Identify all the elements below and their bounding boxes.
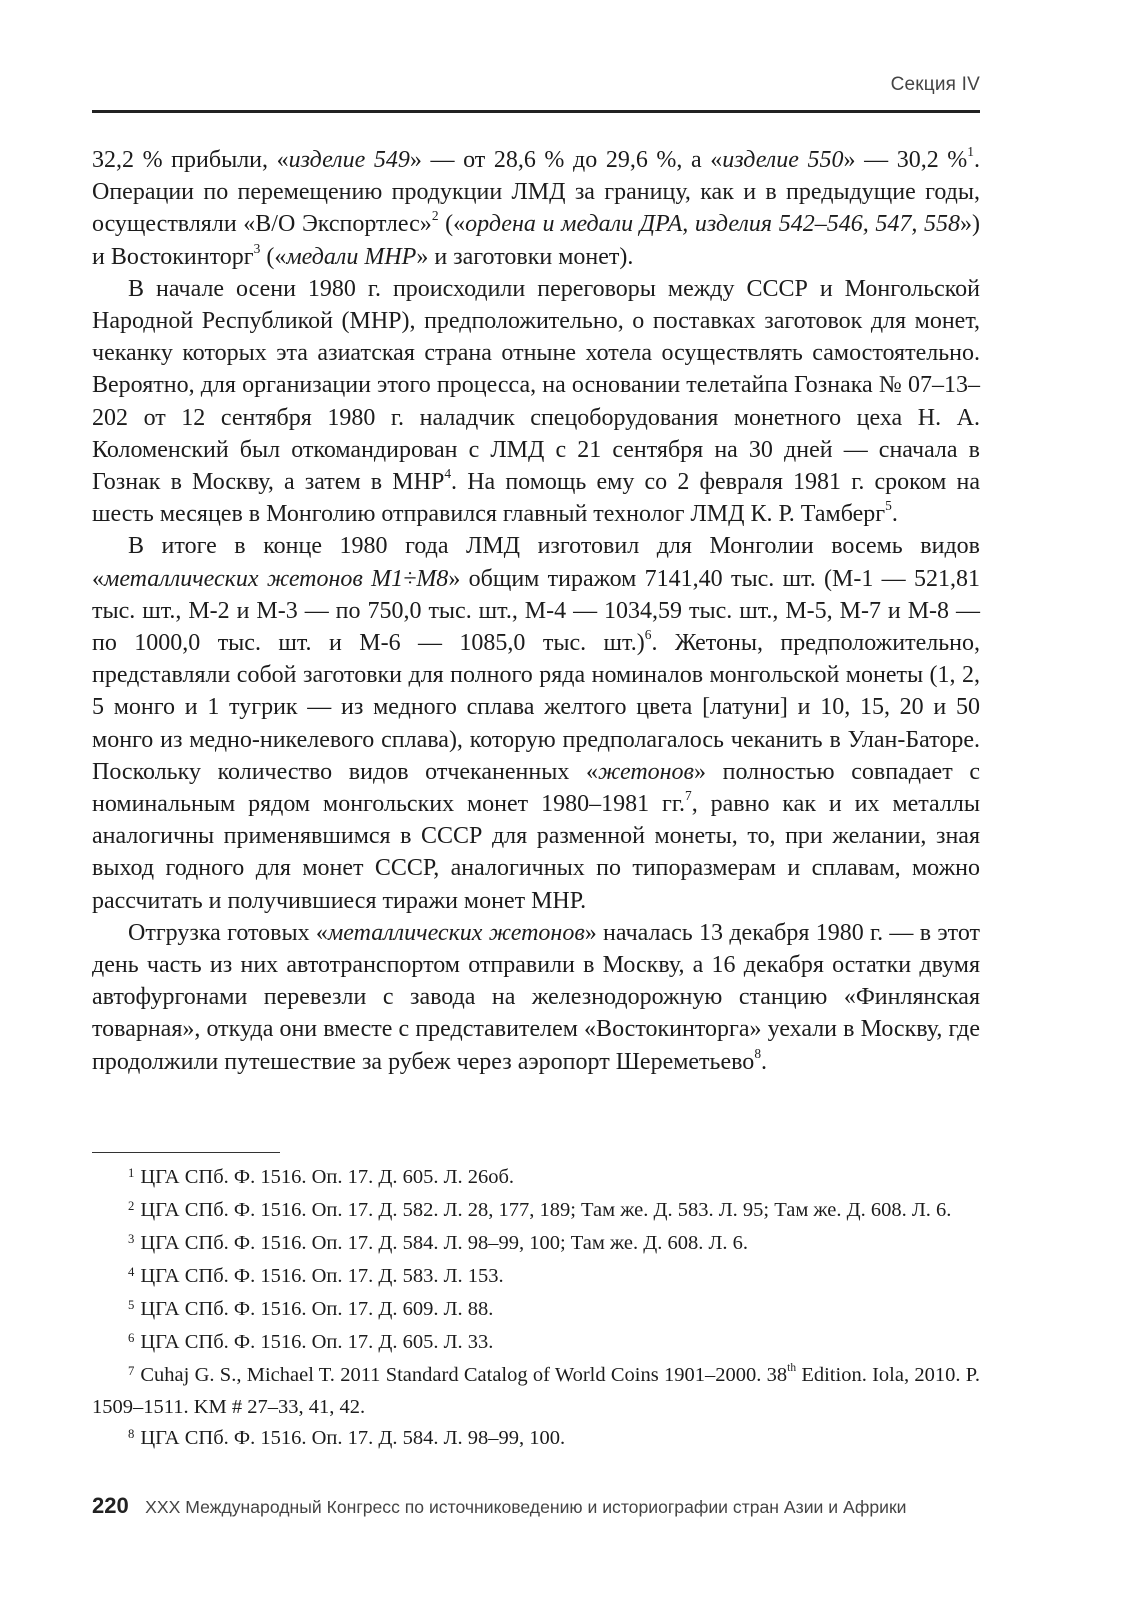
footnote-text: ЦГА СПб. Ф. 1516. Оп. 17. Д. 584. Л. 98–99, 100; Там же. Д. 608. Л. 6. bbox=[140, 1232, 749, 1254]
text-run: Отгрузка готовых « bbox=[128, 919, 328, 946]
footnote-ref: 3 bbox=[253, 240, 261, 256]
running-foot-title: XXX Международный Конгресс по источниковедению и историографии стран Азии и Африки bbox=[145, 1497, 907, 1517]
footnote-text: ЦГА СПб. Ф. 1516. Оп. 17. Д. 582. Л. 28, 177, 189; Там же. Д. 583. Л. 95; Там же. Д. 608. Л. 6. bbox=[140, 1199, 952, 1221]
italic-text: металлических жетонов bbox=[327, 919, 585, 946]
italic-text: изделие 550 bbox=[722, 147, 844, 173]
footnote bbox=[92, 1195, 980, 1227]
header-rule bbox=[92, 110, 980, 113]
italic-text: металлических жетонов М1÷М8 bbox=[104, 565, 449, 592]
footnote-separator bbox=[92, 1152, 280, 1153]
footnotes-list bbox=[92, 1162, 980, 1456]
footnote bbox=[92, 1261, 980, 1293]
footnote bbox=[92, 1360, 980, 1422]
footnote-number: 1 bbox=[128, 1166, 135, 1181]
text-run: » и заготовки монет). bbox=[416, 243, 634, 270]
text-run: . bbox=[891, 501, 898, 528]
footnote-text: ЦГА СПб. Ф. 1516. Оп. 17. Д. 605. Л. 26об. bbox=[140, 1166, 515, 1188]
body-paragraph bbox=[92, 144, 980, 273]
footnote-text: Edition. Iola, 2010. P. 1509–1511. KM # 27–33, 41, 42. bbox=[92, 1364, 981, 1418]
footnote-number: 3 bbox=[128, 1232, 135, 1247]
text-run: , равно как и их металлы аналогичны применявшимся в СССР для разменной монеты, то, при желании, зная выход годного для монет СССР, аналогичных по типоразмерам и сплавам, можно рассчитать и получившиеся тиражи монет МНР. bbox=[92, 791, 980, 914]
footnote-text: ЦГА СПб. Ф. 1516. Оп. 17. Д. 583. Л. 153. bbox=[140, 1265, 504, 1287]
footnote-number: 4 bbox=[128, 1265, 135, 1280]
italic-text: изделие 549 bbox=[288, 147, 410, 173]
footnote bbox=[92, 1423, 980, 1455]
running-head-section: Секция IV bbox=[890, 74, 980, 95]
text-run: . Операции по перемещению продукции ЛМД за границу, как и в предыдущие годы, осуществляли «В/О Экспортлес» bbox=[92, 147, 980, 238]
footnote-ref: 8 bbox=[754, 1045, 762, 1061]
footnote bbox=[92, 1228, 980, 1260]
footnote-number: 8 bbox=[128, 1427, 135, 1442]
text-run: 32,2 % прибыли, « bbox=[92, 147, 289, 173]
text-run: » началась 13 декабря 1980 г. — в этот день часть из них автотранспортом отправили в Москву, а 16 декабря остатки двумя автофургонами перевезли с завода на железнодорожную станцию «Финлянская товарная», откуда они вместе с представителем «Востокинторга» уехали в Москву, где продолжили путешествие за рубеж через аэропорт Шереметьево bbox=[92, 919, 981, 1075]
body-paragraph bbox=[92, 273, 980, 531]
footnote-ref: 6 bbox=[644, 627, 652, 643]
footnote-ref: 5 bbox=[885, 498, 892, 514]
text-run: » — от 28,6 % до 29,6 %, а « bbox=[409, 147, 723, 173]
footnote-text: ЦГА СПб. Ф. 1516. Оп. 17. Д. 605. Л. 33. bbox=[140, 1331, 494, 1353]
footnote bbox=[92, 1162, 980, 1194]
footnote bbox=[92, 1294, 980, 1326]
footnote-text: Cuhaj G. S., Michael T. 2011 Standard Catalog of World Coins 1901–2000. 38 bbox=[140, 1364, 788, 1386]
body-paragraph bbox=[92, 530, 980, 916]
main-text bbox=[92, 144, 980, 1078]
footnote-number: 5 bbox=[128, 1298, 135, 1313]
italic-text: жетонов bbox=[597, 758, 694, 785]
footnote-number: 6 bbox=[128, 1331, 135, 1346]
italic-text: ордена и медали ДРА, изделия 542–546, 547, 558 bbox=[465, 211, 960, 238]
text-run: ») и Востокинторг bbox=[92, 211, 980, 270]
footnote-ref: 2 bbox=[431, 208, 439, 224]
text-run: (« bbox=[438, 211, 466, 238]
ordinal-suffix: th bbox=[787, 1362, 797, 1375]
page-footer bbox=[92, 1493, 992, 1519]
italic-text: медали МНР bbox=[286, 243, 417, 270]
text-run: . bbox=[761, 1048, 768, 1075]
text-run: В начале осени 1980 г. происходили переговоры между СССР и Монгольской Народной Республикой (МНР), предположительно, о поставках заготовок для монет, чеканку которых эта азиатская страна отныне хотела осуществлять самостоятельно. Вероятно, для организации этого процесса, на основании телетайпа Гознака № 07–13–202 от 12 сентября 1980 г. наладчик спецоборудования монетного цеха Н. А. Коломенский был откомандирован с ЛМД с 21 сентября на 30 дней — сначала в Гознак в Москву, а затем в МНР bbox=[92, 275, 980, 496]
footnote-number: 7 bbox=[128, 1364, 135, 1379]
footnote-ref: 4 bbox=[444, 466, 452, 482]
footnote-text: ЦГА СПб. Ф. 1516. Оп. 17. Д. 584. Л. 98–99, 100. bbox=[140, 1427, 566, 1449]
text-run: » общим тиражом 7141,40 тыс. шт. (М-1 — 521,81 тыс. шт., М-2 и М-3 — по 750,0 тыс. шт., М-4 — 1034,59 тыс. шт., М-5, М-7 и М-8 — по 1000,0 тыс. шт. и М-6 — 1085,0 тыс. шт.) bbox=[92, 565, 980, 657]
text-run: . На помощь ему со 2 февраля 1981 г. сроком на шесть месяцев в Монголию отправился главный технолог ЛМД К. Р. Тамберг bbox=[92, 469, 980, 528]
page-number: 220 bbox=[92, 1493, 129, 1518]
body-paragraph bbox=[92, 917, 980, 1078]
text-run: » — 30,2 % bbox=[843, 147, 968, 173]
text-run: » полностью совпадает с номинальным рядом монгольских монет 1980–1981 гг. bbox=[92, 758, 980, 818]
text-run: . Жетоны, предположительно, представляли собой заготовки для полного ряда номиналов монгольской монеты (1, 2, 5 монго и 1 тугрик — из медного сплава желтого цвета [латуни] и 10, 15, 20 и 50 монго из медно-никелевого сплава), которую предполагалось чеканить в Улан-Баторе. Поскольку количество видов отчеканенных « bbox=[92, 630, 980, 785]
text-run: В итоге в конце 1980 года ЛМД изготовил для Монголии восемь видов « bbox=[92, 533, 980, 592]
text-run: (« bbox=[260, 243, 287, 270]
footnote-number: 2 bbox=[128, 1199, 135, 1214]
footnote-text: ЦГА СПб. Ф. 1516. Оп. 17. Д. 609. Л. 88. bbox=[140, 1298, 494, 1320]
footnote bbox=[92, 1327, 980, 1359]
footnote-ref: 1 bbox=[967, 143, 974, 159]
footnote-ref: 7 bbox=[684, 788, 692, 804]
